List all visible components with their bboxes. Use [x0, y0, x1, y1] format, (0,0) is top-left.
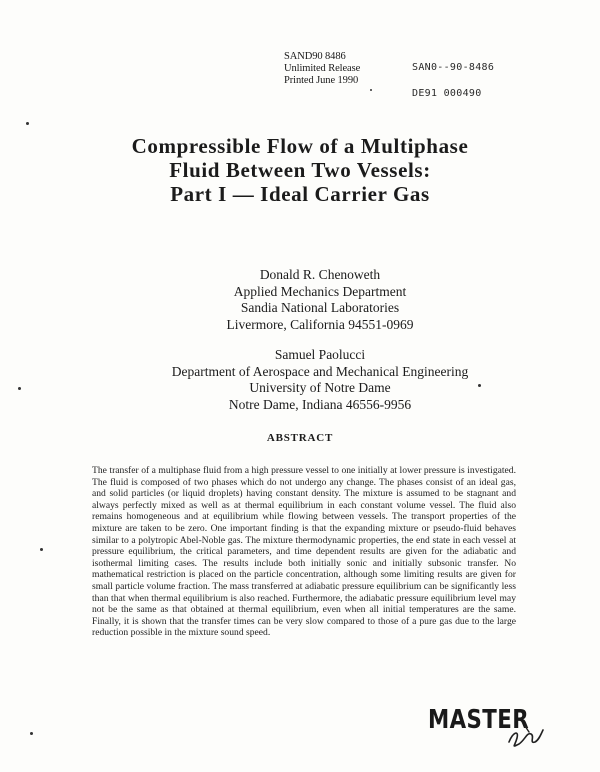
accession-stamp [412, 55, 494, 107]
report-number: SAND90 8486 [284, 51, 346, 62]
scan-speck [370, 89, 372, 91]
author-name: Samuel Paolucci [274, 347, 366, 362]
accession-number: SAN0--90-8486 [412, 62, 495, 73]
author-spacer [60, 333, 580, 347]
paper-title [60, 134, 540, 206]
author-name: Donald R. Chenoweth [259, 267, 381, 282]
abstract-text: The transfer of a multiphase fluid from a high pressure vessel to one initially at lower pressure is investigated. The fluid is composed of two phases which do not undergo any change. The phases consist of an ideal gas, and solid particles (or liquid droplets) having constant density. The mixture is assumed to be stagnant and always perfectly mixed as well as at thermal equilibrium in each constant volume vessel. The fluid also remains homogeneous and at equilibrium while flowing between vessels. The transport properties of the mixture are taken to be zero. One important finding is that the expanding mixture or pseudo-fluid behaves similar to a polytropic Abel-Noble gas. The mixture thermodynamic properties, the end state in each vessel at pressure equilibrium, the critical parameters, and time dependent results are given for the adiabatic and isothermal limiting cases. The results include both initially sonic and initially subsonic transfer. No mathematical restriction is placed on the particle concentration, although some limiting results are given for small particle volume fraction. The mass transferred at adiabatic pressure equilibrium can be significantly less than that when thermal equilibrium is also reached. Furthermore, the adiabatic pressure equilibrium level may not be the same as that obtained at thermal equilibrium, even when all initial temperatures are the same. Finally, it is shown that the transfer times can be very slow compared to those of a pure gas due to the large reduction possible in the mixture sound speed. [92, 465, 516, 639]
title-line-1: Compressible Flow of a Multiphase [131, 134, 469, 158]
handwritten-mark-icon [505, 722, 547, 750]
report-header [284, 51, 360, 87]
author-organization: University of Notre Dame [249, 380, 391, 395]
scan-speck [30, 732, 33, 735]
scan-speck [26, 122, 29, 125]
master-stamp: MASTER [428, 705, 530, 735]
scan-speck [40, 548, 43, 551]
author-block [60, 267, 580, 413]
print-date: Printed June 1990 [284, 75, 359, 86]
author-organization: Sandia National Laboratories [240, 300, 400, 315]
release-note: Unlimited Release [284, 63, 361, 74]
scan-speck [18, 387, 21, 390]
author-department: Applied Mechanics Department [233, 283, 407, 299]
author-department: Department of Aerospace and Mechanical Engineering [171, 363, 469, 379]
scan-speck [478, 384, 481, 387]
author-address: Livermore, California 94551-0969 [226, 316, 414, 332]
abstract-heading: ABSTRACT [266, 432, 334, 444]
author-address: Notre Dame, Indiana 46556-9956 [228, 396, 412, 412]
doe-number: DE91 000490 [412, 88, 482, 99]
title-line-2: Fluid Between Two Vessels: [169, 158, 431, 182]
title-line-3: Part I — Ideal Carrier Gas [170, 182, 430, 206]
